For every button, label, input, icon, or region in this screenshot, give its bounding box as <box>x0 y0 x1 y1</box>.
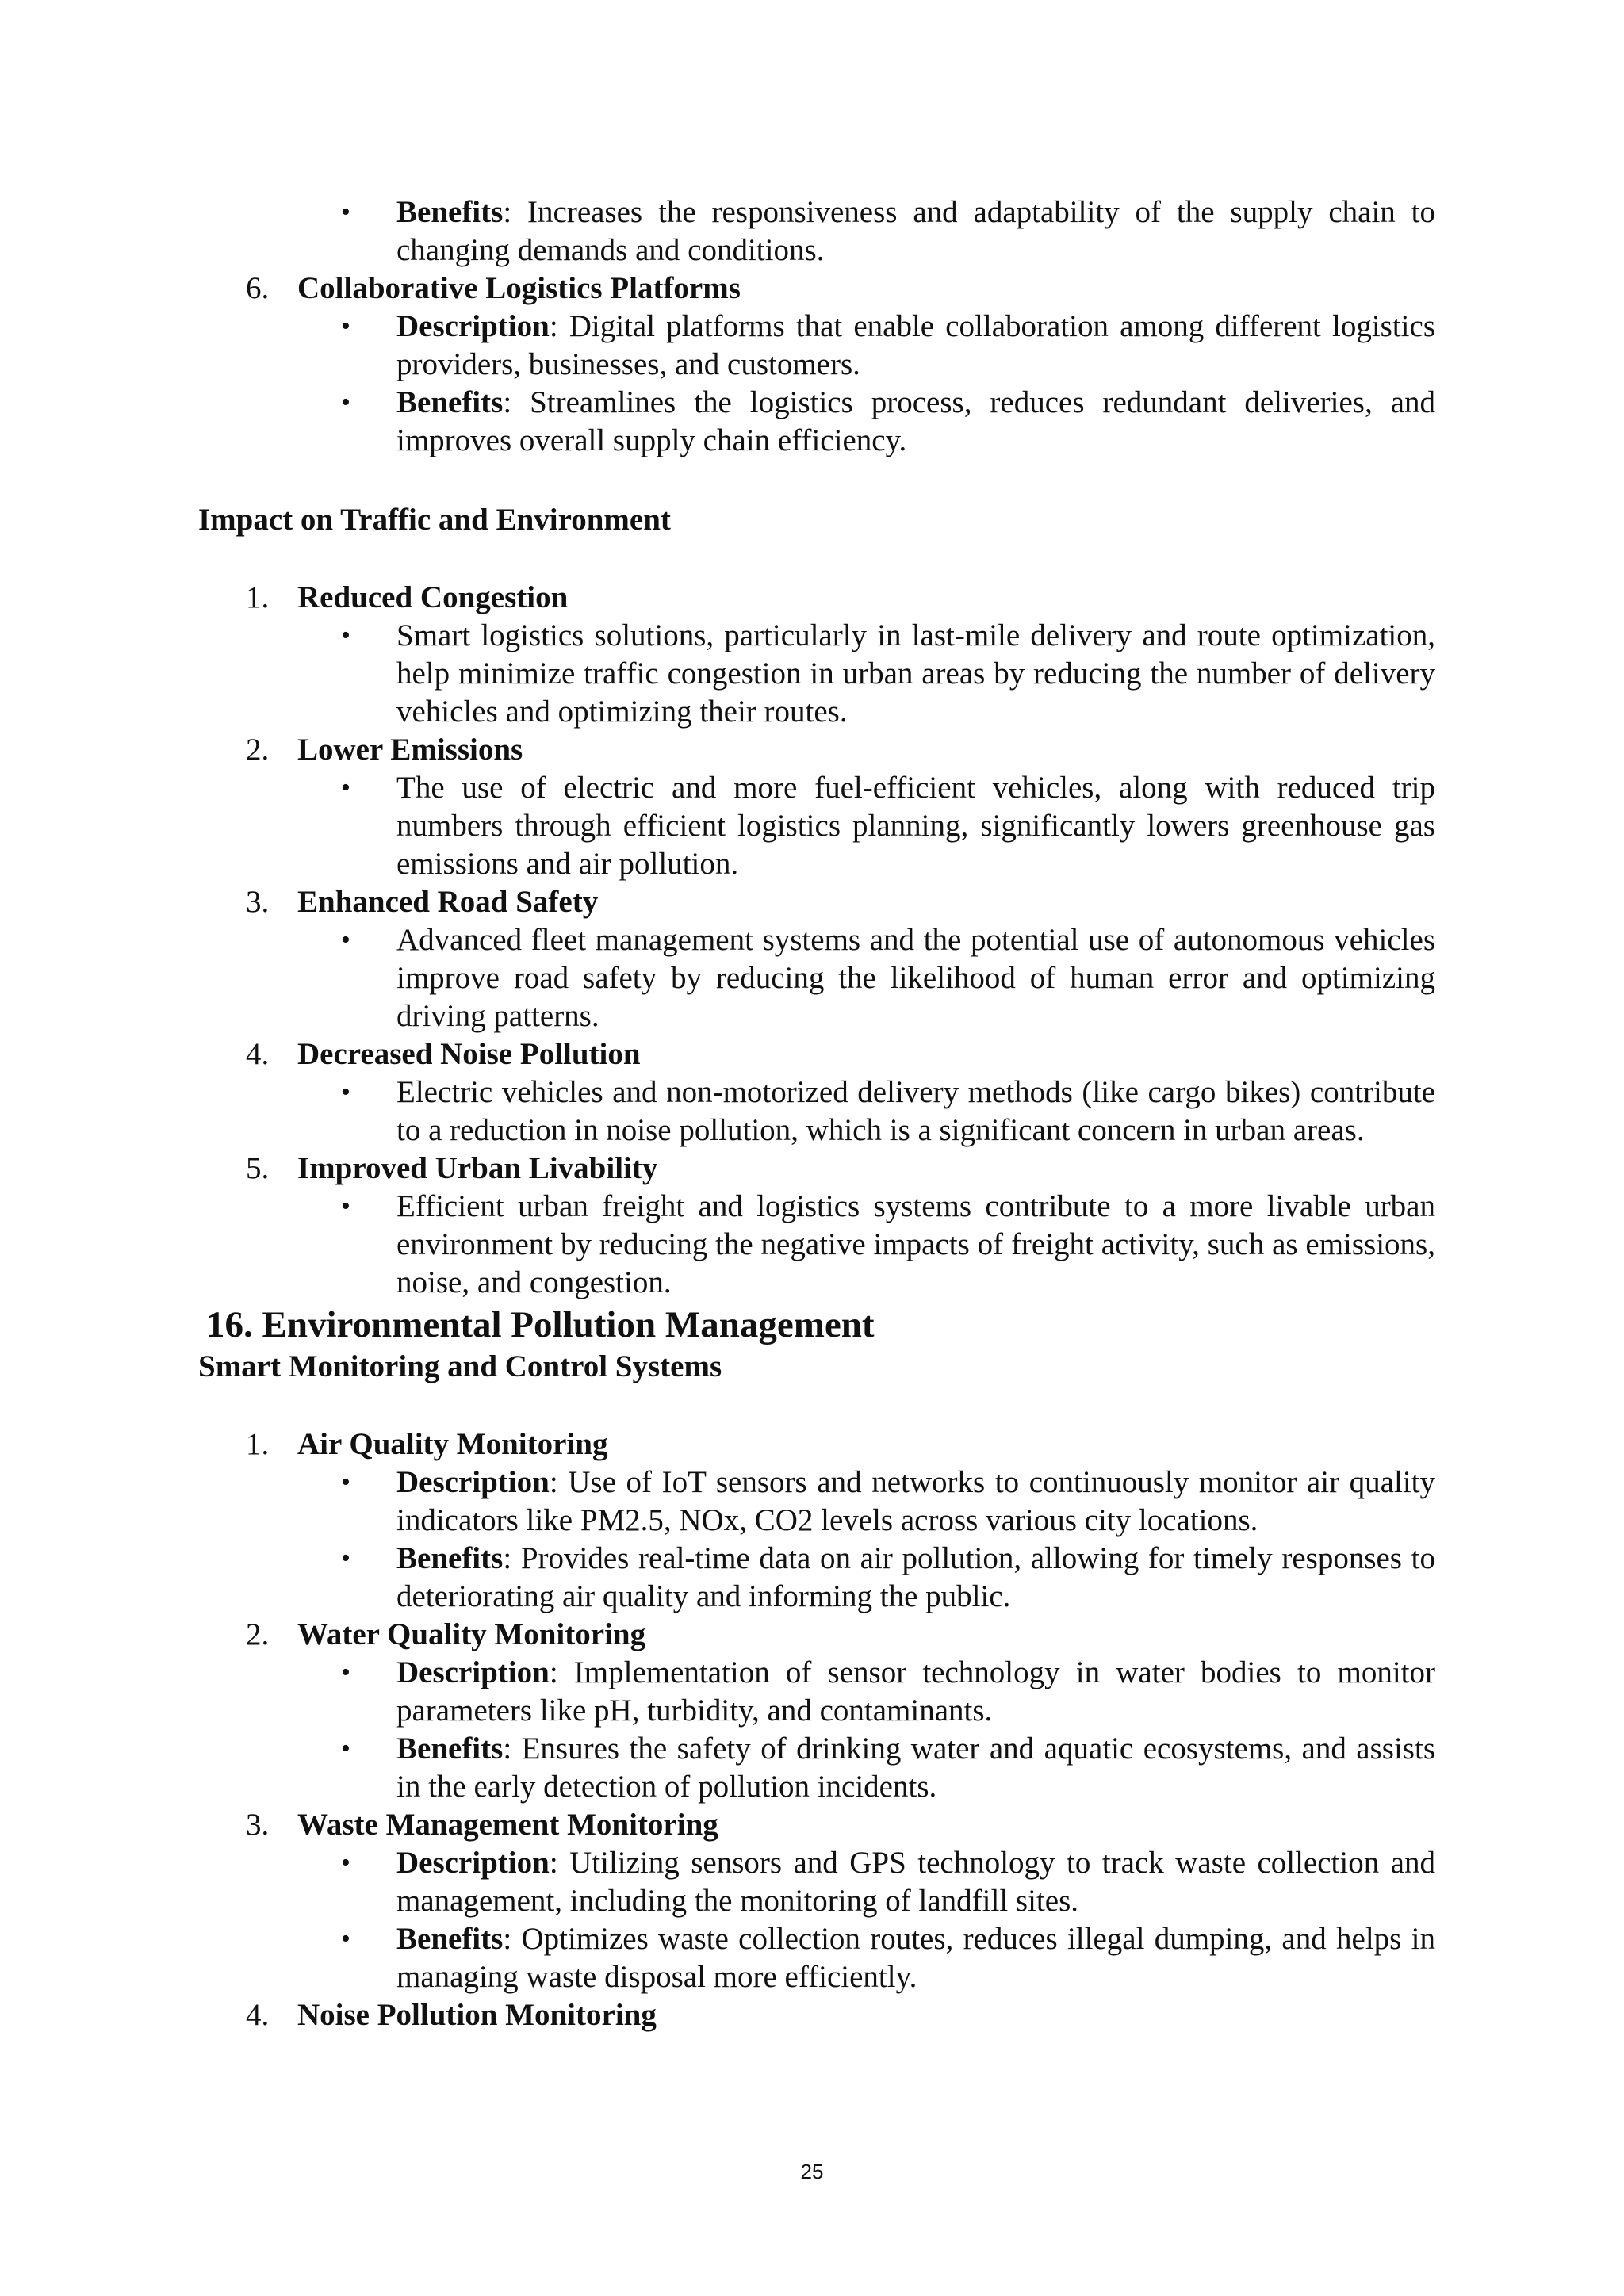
item-number: 1. <box>246 580 270 614</box>
numbered-item <box>198 883 1435 921</box>
numbered-item <box>198 1616 1435 1654</box>
bullet-text: : Digital platforms that enable collaboration among different logistics providers, businesses, and customers. <box>396 309 1435 381</box>
bullet-item <box>198 384 1435 460</box>
bullet-item <box>198 193 1435 270</box>
bullet-label: Benefits <box>396 385 504 419</box>
item-title: Improved Urban Livability <box>297 1151 658 1185</box>
numbered-item <box>198 1425 1435 1464</box>
bullet-text: Advanced fleet management systems and the potential use of autonomous vehicles improve road safety by reducing the likelihood of human error and optimizing driving patterns. <box>396 923 1435 1033</box>
bullet-label: Description <box>396 1655 550 1689</box>
bullet-item <box>198 1188 1435 1302</box>
bullet-text: : Use of IoT sensors and networks to continuously monitor air quality indicators like PM2.5, NOx, CO2 levels across various city locations. <box>396 1465 1435 1537</box>
page-content <box>198 193 1435 2034</box>
bullet-item <box>198 1730 1435 1806</box>
bullet-item <box>198 1464 1435 1540</box>
bullet-label: Benefits <box>396 1732 504 1766</box>
bullet-item <box>198 617 1435 731</box>
bullet-label: Benefits <box>396 195 504 229</box>
bullet-text: Efficient urban freight and logistics systems contribute to a more livable urban environment by reducing the negative impacts of freight activity, such as emissions, noise, and congestion. <box>396 1189 1435 1299</box>
bullet-item <box>198 1844 1435 1920</box>
item-number: 1. <box>246 1427 270 1461</box>
section-heading: Impact on Traffic and Environment <box>198 503 671 537</box>
bullet-item <box>198 1654 1435 1730</box>
item-title: Reduced Congestion <box>297 580 569 614</box>
bullet-text: : Provides real-time data on air pollution, allowing for timely responses to deteriorating air quality and informing the public. <box>396 1541 1435 1613</box>
bullet-text: Electric vehicles and non-motorized delivery methods (like cargo bikes) contribute to a reduction in noise pollution, which is a significant concern in urban areas. <box>396 1075 1435 1147</box>
bullet-label: Description <box>396 1846 550 1880</box>
item-number: 3. <box>246 1808 270 1842</box>
item-number: 2. <box>246 733 270 767</box>
bullet-text: : Implementation of sensor technology in water bodies to monitor parameters like pH, turbidity, and contaminants. <box>396 1655 1435 1728</box>
item-number: 5. <box>246 1151 270 1185</box>
bullet-label: Benefits <box>396 1922 504 1956</box>
bullet-item <box>198 308 1435 384</box>
numbered-item <box>198 1150 1435 1188</box>
bullet-text: : Utilizing sensors and GPS technology to track waste collection and management, including the monitoring of landfill sites. <box>396 1846 1435 1918</box>
numbered-item <box>198 1996 1435 2034</box>
bullet-item <box>198 1073 1435 1150</box>
item-number: 4. <box>246 1998 270 2032</box>
subsection-heading: Smart Monitoring and Control Systems <box>198 1349 722 1383</box>
item-number: 3. <box>246 885 270 919</box>
bullet-text: : Optimizes waste collection routes, reduces illegal dumping, and helps in managing waste disposal more efficiently. <box>396 1922 1435 1994</box>
item-title: Water Quality Monitoring <box>297 1617 646 1651</box>
bullet-text: : Increases the responsiveness and adaptability of the supply chain to changing demands and conditions. <box>396 195 1435 267</box>
item-number: 4. <box>246 1037 270 1071</box>
numbered-item <box>198 731 1435 769</box>
numbered-item <box>198 270 1435 308</box>
bullet-label: Description <box>396 1465 550 1499</box>
item-title: Collaborative Logistics Platforms <box>297 271 741 305</box>
bullet-text: : Streamlines the logistics process, reduces redundant deliveries, and improves overall supply chain efficiency. <box>396 385 1435 457</box>
numbered-item <box>198 1035 1435 1073</box>
bullet-text: The use of electric and more fuel-efficient vehicles, along with reduced trip numbers through efficient logistics planning, significantly lowers greenhouse gas emissions and air pollution. <box>396 771 1435 881</box>
chapter-heading: 16. Environmental Pollution Management <box>206 1304 875 1345</box>
bullet-item <box>198 769 1435 883</box>
numbered-item <box>198 579 1435 617</box>
bullet-text: Smart logistics solutions, particularly in last-mile delivery and route optimization, help minimize traffic congestion in urban areas by reducing the number of delivery vehicles and optimizing their routes. <box>396 618 1435 729</box>
bullet-item <box>198 1920 1435 1996</box>
item-title: Air Quality Monitoring <box>297 1427 608 1461</box>
bullet-item <box>198 1540 1435 1616</box>
item-title: Lower Emissions <box>297 733 523 767</box>
bullet-label: Benefits <box>396 1541 504 1575</box>
page-number: 25 <box>800 2160 824 2183</box>
item-title: Waste Management Monitoring <box>297 1808 718 1842</box>
item-number: 6. <box>246 271 270 305</box>
item-title: Noise Pollution Monitoring <box>297 1998 657 2032</box>
item-title: Decreased Noise Pollution <box>297 1037 641 1071</box>
bullet-text: : Ensures the safety of drinking water and aquatic ecosystems, and assists in the early detection of pollution incidents. <box>396 1732 1435 1804</box>
item-number: 2. <box>246 1617 270 1651</box>
bullet-item <box>198 921 1435 1035</box>
item-title: Enhanced Road Safety <box>297 885 599 919</box>
numbered-item <box>198 1806 1435 1844</box>
bullet-label: Description <box>396 309 550 343</box>
